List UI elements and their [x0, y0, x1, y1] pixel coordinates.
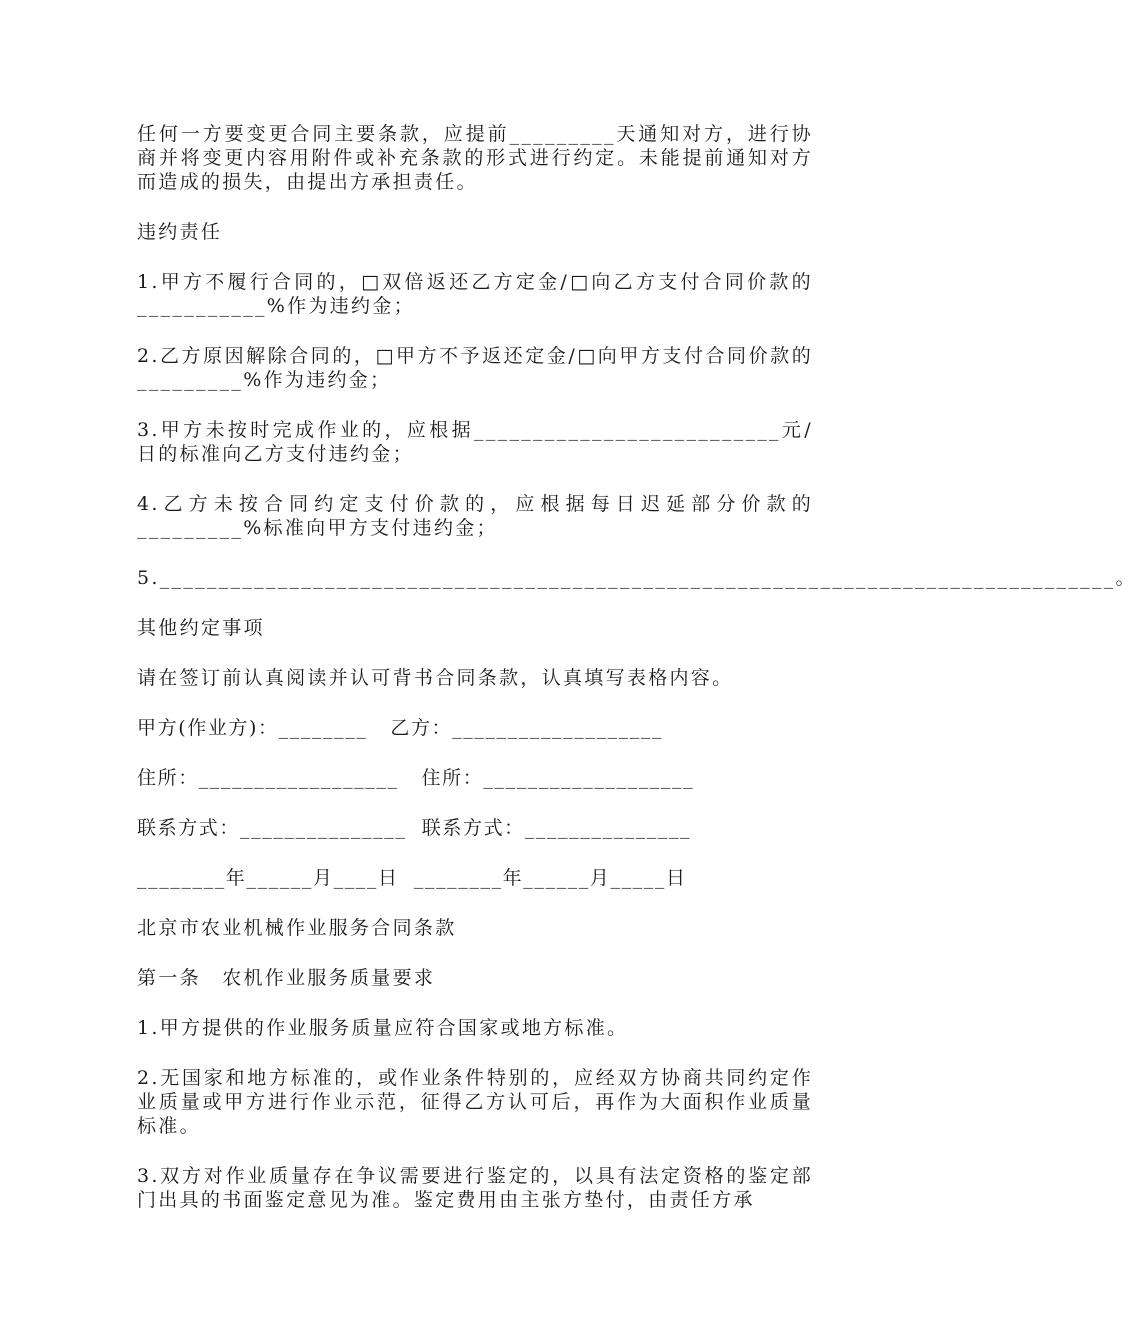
reading-notice: 请在签订前认真阅读并认可背书合同条款，认真填写表格内容。: [137, 667, 734, 689]
contact-line: 联系方式：_______________ 联系方式：_______________: [137, 817, 692, 839]
date-line: ________年______月____日 ________年______月_____日: [137, 867, 687, 889]
breach-clause-4: 4.乙方未按合同约定支付价款的，应根据每日迟延部分价款的_________%标准向甲方支付违约金；: [137, 493, 813, 539]
quality-clause-3: 3.双方对作业质量存在争议需要进行鉴定的，以具有法定资格的鉴定部门出具的书面鉴定意见为准。鉴定费用由主张方垫付，由责任方承: [137, 1165, 813, 1211]
breach-clause-3: 3.甲方未按时完成作业的，应根据__________________________元/日的标准向乙方支付违约金；: [137, 419, 813, 465]
breach-clause-2: 2.乙方原因解除合同的，□甲方不予返还定金/□向甲方支付合同价款的_________%作为违约金；: [137, 345, 813, 391]
article-one-heading: 第一条 农机作业服务质量要求: [137, 967, 436, 989]
section-heading-breach: 违约责任: [137, 221, 223, 243]
address-line: 住所：__________________ 住所：___________________: [137, 767, 695, 789]
breach-clause-1: 1.甲方不履行合同的，□双倍返还乙方定金/□向乙方支付合同价款的___________%作为违约金；: [137, 271, 813, 317]
terms-title: 北京市农业机械作业服务合同条款: [137, 917, 457, 939]
quality-clause-1: 1.甲方提供的作业服务质量应符合国家或地方标准。: [137, 1017, 629, 1039]
contract-page: [137, 122, 1137, 1212]
breach-clause-5: 5._________________________________________________________________________________。: [137, 567, 1137, 589]
quality-clause-2: 2.无国家和地方标准的，或作业条件特别的，应经双方协商共同约定作业质量或甲方进行作业示范，征得乙方认可后，再作为大面积作业质量标准。: [137, 1067, 813, 1137]
section-heading-other: 其他约定事项: [137, 617, 265, 639]
party-names-line: 甲方(作业方)：________ 乙方：___________________: [137, 717, 664, 739]
change-notice-paragraph: 任何一方要变更合同主要条款，应提前_________天通知对方，进行协商并将变更内容用附件或补充条款的形式进行约定。未能提前通知对方而造成的损失，由提出方承担责任。: [137, 123, 813, 193]
